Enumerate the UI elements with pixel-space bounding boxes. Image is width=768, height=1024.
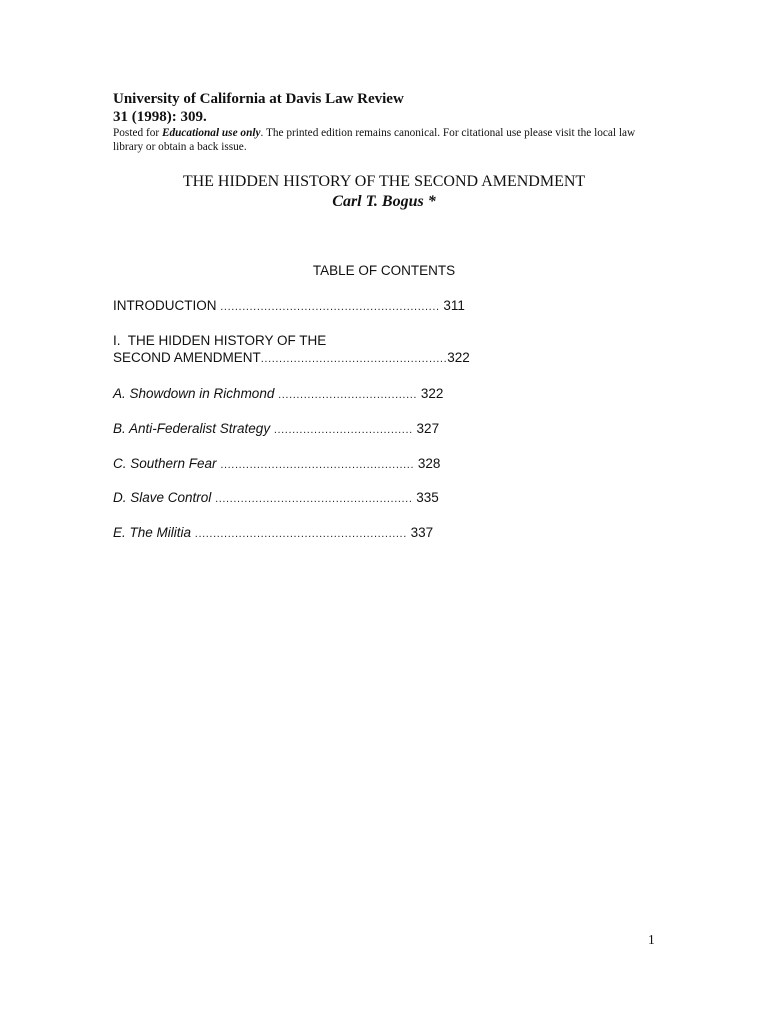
toc-page-number: 335 <box>416 490 439 505</box>
toc-leader-dots: ...................................... <box>278 389 418 401</box>
toc-entry-label: I. THE HIDDEN HISTORY OF THE <box>113 333 327 348</box>
toc-entry-label: E. The Militia <box>113 525 192 540</box>
toc-leader-dots: ...................................... <box>273 424 413 436</box>
toc-page-number: 311 <box>443 298 465 313</box>
toc-entry-label: B. Anti-Federalist Strategy <box>113 421 271 436</box>
toc-entry-label: C. Southern Fear <box>113 456 217 471</box>
toc-page-number: 322 <box>447 350 470 365</box>
toc-page-number: 327 <box>416 421 440 436</box>
notice-emphasis: Educational use only <box>161 127 261 139</box>
toc-entry-part-one-line1[interactable] <box>113 333 326 348</box>
toc-entry-southern-fear[interactable] <box>113 456 440 471</box>
toc-entry-label: INTRODUCTION <box>113 298 217 313</box>
article-title: THE HIDDEN HISTORY OF THE SECOND AMENDMENT <box>182 173 586 190</box>
journal-title: University of California at Davis Law Review <box>113 91 404 107</box>
usage-notice <box>113 126 658 154</box>
notice-prefix: Posted for <box>113 127 162 139</box>
author-name: Carl T. Bogus * <box>332 193 436 210</box>
toc-leader-dots: ............................................................ <box>220 301 440 313</box>
toc-entry-anti-federalist-strategy[interactable] <box>113 421 439 436</box>
toc-page-number: 322 <box>420 386 444 401</box>
toc-leader-dots: ................................................... <box>260 353 448 365</box>
toc-leader-dots: ..................................................... <box>220 459 415 471</box>
page-number: 1 <box>648 932 655 947</box>
citation: 31 (1998): 309. <box>113 109 207 125</box>
toc-entry-label: A. Showdown in Richmond <box>113 386 275 401</box>
toc-leader-dots: .......................................................... <box>194 528 407 540</box>
toc-entry-part-one-line2[interactable] <box>113 350 470 365</box>
toc-leader-dots: ...................................................... <box>215 493 413 505</box>
toc-entry-introduction[interactable] <box>113 298 465 313</box>
toc-page-number: 328 <box>417 456 441 471</box>
toc-entry-label: D. Slave Control <box>113 490 212 505</box>
notice-suffix: . The printed edition remains canonical. For citational use please visit the local law library or obtain a back issue. <box>113 127 636 153</box>
toc-entry-slave-control[interactable] <box>113 490 439 505</box>
toc-page-number: 337 <box>410 525 434 540</box>
toc-heading: TABLE OF CONTENTS <box>312 263 456 278</box>
toc-entry-the-militia[interactable] <box>113 525 433 540</box>
toc-entry-showdown-in-richmond[interactable] <box>113 386 443 401</box>
toc-entry-label: SECOND AMENDMENT <box>113 350 261 365</box>
